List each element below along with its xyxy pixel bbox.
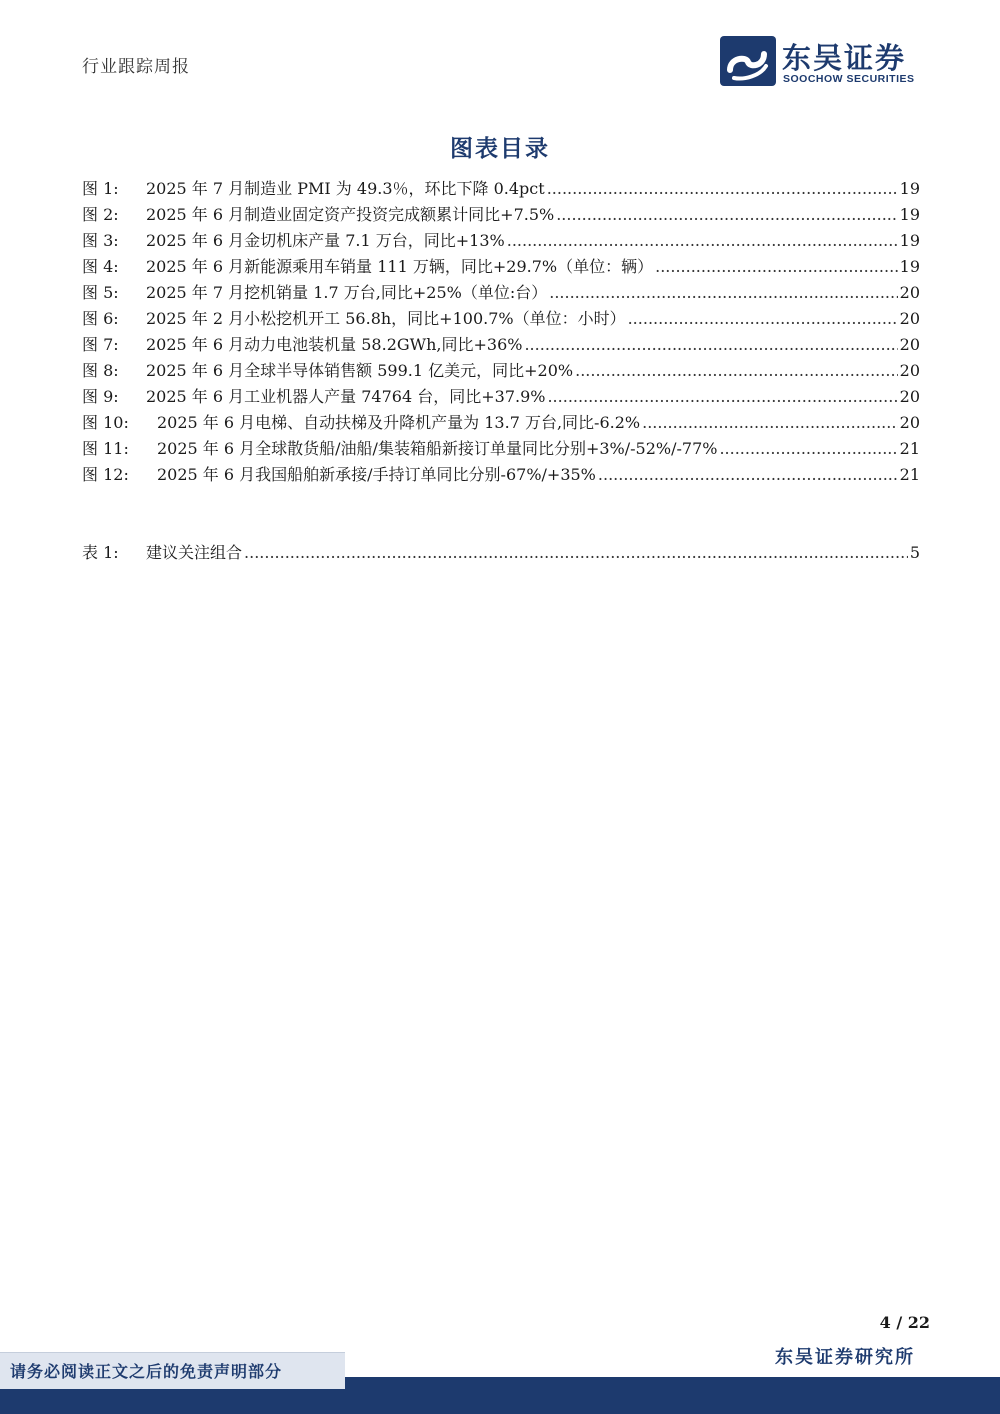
toc-entry[interactable] xyxy=(82,436,920,462)
entry-page: 20 xyxy=(899,283,920,302)
entry-page: 19 xyxy=(899,205,920,224)
entry-label: 图 12: xyxy=(82,465,129,484)
toc-entry[interactable] xyxy=(82,332,920,358)
entry-title: 2025 年 2 月小松挖机开工 56.8h，同比+100.7%（单位：小时） xyxy=(146,309,626,328)
toc-entry[interactable] xyxy=(82,410,920,436)
entry-page: 19 xyxy=(899,257,920,276)
toc-entry[interactable] xyxy=(82,254,920,280)
toc-entry[interactable] xyxy=(82,384,920,410)
entry-page: 20 xyxy=(899,309,920,328)
logo-name-en: SOOCHOW SECURITIES xyxy=(783,73,915,85)
entry-label: 图 6: xyxy=(82,309,119,328)
dot-leader xyxy=(244,540,908,566)
entry-title: 2025 年 6 月新能源乘用车销量 111 万辆，同比+29.7%（单位：辆） xyxy=(146,257,654,276)
dot-leader xyxy=(642,410,898,436)
entry-label: 图 9: xyxy=(82,387,119,406)
toc-entry[interactable] xyxy=(82,358,920,384)
entry-title: 2025 年 6 月全球散货船/油船/集装箱船新接订单量同比分别+3%/-52%/-77% xyxy=(157,439,718,458)
dot-leader xyxy=(719,436,897,462)
dot-leader xyxy=(575,358,898,384)
entry-title: 建议关注组合 xyxy=(146,543,243,562)
entry-title: 2025 年 6 月电梯、自动扶梯及升降机产量为 13.7 万台,同比-6.2% xyxy=(157,413,641,432)
entry-page: 20 xyxy=(899,361,920,380)
entry-label: 图 11: xyxy=(82,439,129,458)
figure-list xyxy=(82,176,920,488)
entry-label: 图 7: xyxy=(82,335,119,354)
entry-label: 图 4: xyxy=(82,257,119,276)
toc-entry[interactable] xyxy=(82,176,920,202)
entry-page: 20 xyxy=(899,387,920,406)
entry-label: 图 8: xyxy=(82,361,119,380)
table-list xyxy=(82,540,920,566)
dot-leader xyxy=(507,228,898,254)
entry-title: 2025 年 6 月制造业固定资产投资完成额累计同比+7.5% xyxy=(146,205,555,224)
footer-institute: 东吴证券研究所 xyxy=(775,1347,915,1368)
entry-page: 5 xyxy=(909,543,920,562)
toc-entry[interactable] xyxy=(82,306,920,332)
entry-label: 图 1: xyxy=(82,179,119,198)
entry-label: 表 1: xyxy=(82,543,119,562)
disclaimer-text: 请务必阅读正文之后的免责声明部分 xyxy=(10,1362,283,1381)
dot-leader xyxy=(549,280,897,306)
entry-title: 2025 年 6 月动力电池装机量 58.2GWh,同比+36% xyxy=(146,335,523,354)
toc-entry[interactable] xyxy=(82,540,920,566)
entry-title: 2025 年 7 月挖机销量 1.7 万台,同比+25%（单位:台） xyxy=(146,283,548,302)
entry-page: 21 xyxy=(899,465,920,484)
toc-entry[interactable] xyxy=(82,462,920,488)
dot-leader xyxy=(628,306,898,332)
dot-leader xyxy=(524,332,897,358)
toc-entry[interactable] xyxy=(82,228,920,254)
company-logo xyxy=(720,36,930,88)
dot-leader xyxy=(547,176,898,202)
entry-label: 图 2: xyxy=(82,205,119,224)
entry-label: 图 3: xyxy=(82,231,119,250)
entry-title: 2025 年 6 月工业机器人产量 74764 台，同比+37.9% xyxy=(146,387,546,406)
entry-page: 21 xyxy=(899,439,920,458)
report-type-label: 行业跟踪周报 xyxy=(82,57,190,77)
entry-page: 20 xyxy=(899,413,920,432)
toc-entry[interactable] xyxy=(82,280,920,306)
toc-title: 图表目录 xyxy=(450,136,550,162)
dot-leader xyxy=(547,384,897,410)
entry-title: 2025 年 7 月制造业 PMI 为 49.3％，环比下降 0.4pct xyxy=(146,179,545,198)
entry-page: 19 xyxy=(899,231,920,250)
entry-label: 图 10: xyxy=(82,413,129,432)
page-number: 4 / 22 xyxy=(879,1313,930,1332)
entry-page: 19 xyxy=(899,179,920,198)
entry-title: 2025 年 6 月金切机床产量 7.1 万台，同比+13% xyxy=(146,231,505,250)
dot-leader xyxy=(598,462,898,488)
dot-leader xyxy=(556,202,897,228)
entry-page: 20 xyxy=(899,335,920,354)
disclaimer-box xyxy=(0,1352,345,1389)
soochow-logo-icon xyxy=(720,36,776,86)
toc-entry[interactable] xyxy=(82,202,920,228)
entry-title: 2025 年 6 月我国船舶新承接/手持订单同比分别-67%/+35% xyxy=(157,465,596,484)
dot-leader xyxy=(655,254,898,280)
logo-name-cn: 东吴证券 xyxy=(782,41,907,75)
entry-title: 2025 年 6 月全球半导体销售额 599.1 亿美元，同比+20% xyxy=(146,361,574,380)
entry-label: 图 5: xyxy=(82,283,119,302)
